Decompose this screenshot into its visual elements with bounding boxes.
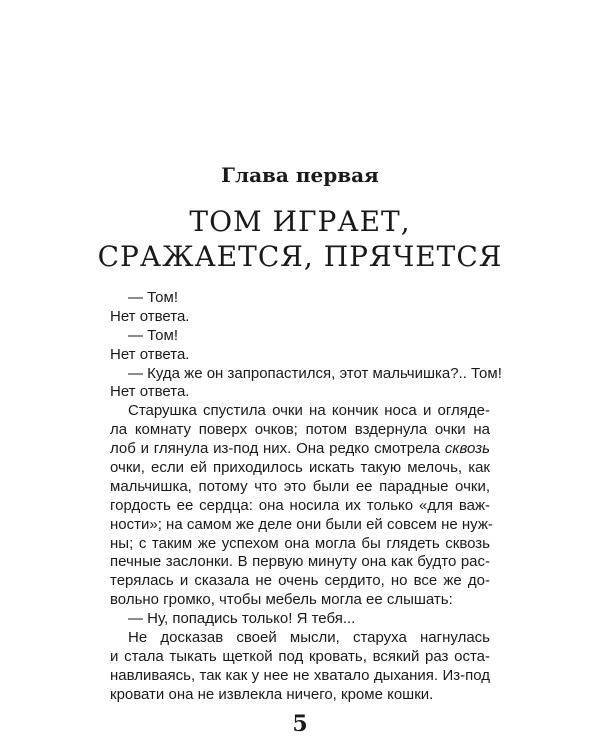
text-line: печные заслонки. В первую минуту она как будто рас- <box>110 553 490 571</box>
text-line: Старушка спустила очки на кончик носа и огляде- <box>128 402 490 420</box>
text-line: мальчишка, потому что это были ее парадные очки, <box>110 477 490 495</box>
text-line: терялась и сказала не очень сердито, но все же до- <box>110 572 490 590</box>
text-line: и стала тыкать щеткой под кровать, всякий раз оста- <box>110 647 490 665</box>
text-segment: лоб и глянула из-под них. Она редко смотрела <box>110 440 441 458</box>
text-line: Не досказав своей мысли, старуха нагнулась <box>128 629 490 647</box>
chapter-body <box>110 289 502 705</box>
text-line: — Том! <box>128 289 178 306</box>
text-line: Нет ответа. <box>110 307 190 325</box>
chapter-title-line-2: СРАЖАЕТСЯ, ПРЯЧЕТСЯ <box>97 240 503 273</box>
text-line: — Ну, попадись только! Я тебя... <box>128 610 356 628</box>
text-line: очки, если ей приходилось искать такую мелочь, как <box>110 459 490 477</box>
page-number: 5 <box>292 711 308 737</box>
text-line: — Куда же он запропастился, этот мальчишка?.. Том! <box>128 364 502 382</box>
text-line: навливаясь, так как у нее не хватало дыхания. Из-под <box>110 666 490 684</box>
text-line: кровати она не извлекла ничего, кроме кошки. <box>110 685 434 703</box>
chapter-title-line-1: ТОМ ИГРАЕТ, <box>189 205 411 238</box>
text-line: Нет ответа. <box>110 383 190 401</box>
text-line: Нет ответа. <box>110 345 190 363</box>
text-line-with-emphasis <box>110 440 490 459</box>
text-line: вольно громко, чтобы мебель могла ее слышать: <box>110 591 453 609</box>
text-line: ла комнату поверх очков; потом вздернула очки на <box>110 421 490 439</box>
chapter-label: Глава первая <box>221 163 379 187</box>
text-line: ности»; на самом же деле они были ей совсем не нуж- <box>110 515 493 533</box>
text-line: гордость ее сердца: она носила их только «для важ- <box>110 496 490 514</box>
emphasized-word: сквозь <box>444 440 490 458</box>
text-line: ны; с таким же успехом она могла бы глядеть сквозь <box>110 534 490 552</box>
text-line: — Том! <box>128 326 178 344</box>
